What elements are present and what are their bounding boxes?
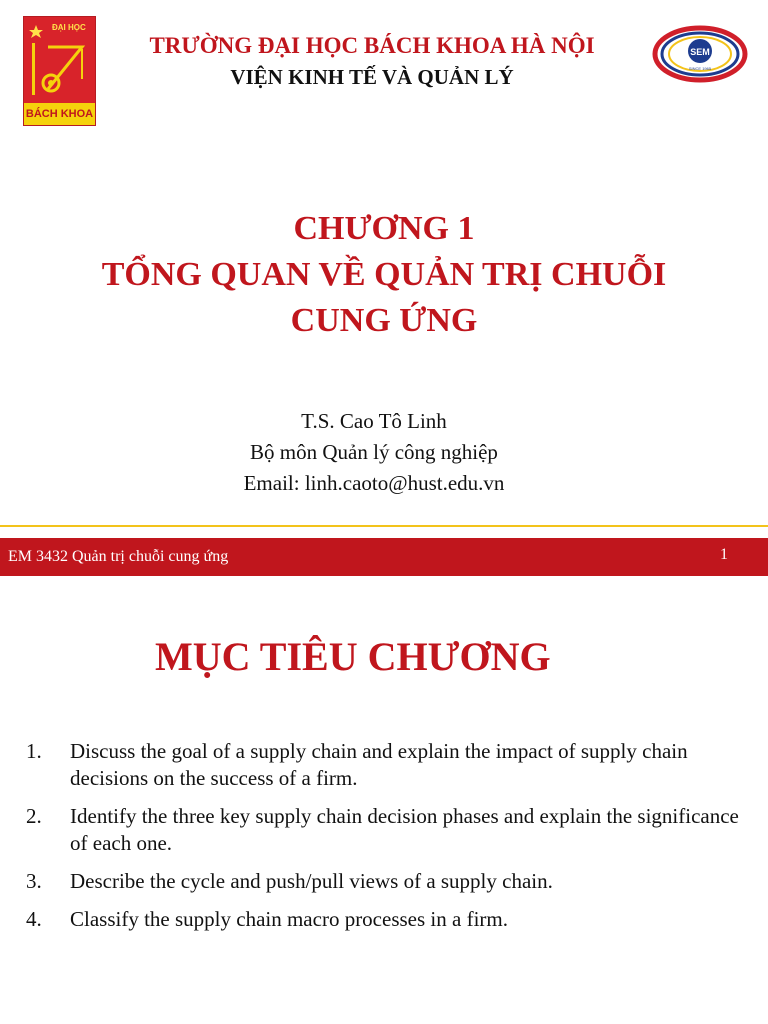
logo-band-text: BÁCH KHOA [24, 103, 95, 125]
chapter-title-line: CUNG ỨNG [290, 302, 478, 339]
logo-top-text: ĐẠI HỌC [52, 23, 86, 32]
school-name: TRƯỜNG ĐẠI HỌC BÁCH KHOA HÀ NỘI [149, 33, 595, 58]
author-department: Bộ môn Quản lý công nghiệp [250, 440, 498, 464]
list-item [26, 738, 746, 792]
page-number: 1 [720, 546, 728, 563]
hust-logo [23, 16, 96, 126]
item-number: 3. [26, 869, 42, 893]
objectives-title: MỤC TIÊU CHƯƠNG [155, 634, 551, 679]
chapter-title-line: TỔNG QUAN VỀ QUẢN TRỊ CHUỖI [101, 256, 667, 293]
list-item [26, 868, 746, 895]
footer-bar [0, 538, 768, 576]
course-code: EM 3432 Quản trị chuỗi cung ứng [8, 548, 229, 565]
item-text: Classify the supply chain macro processes in a firm. [70, 907, 508, 931]
sem-logo [652, 24, 748, 84]
divider-line [0, 525, 768, 527]
objectives-list [26, 738, 746, 944]
item-number: 4. [26, 907, 42, 931]
item-number: 1. [26, 739, 42, 763]
sem-ring-text: SINCE 1965 [688, 66, 712, 71]
sem-logo-text: SEM [690, 47, 710, 57]
item-text: Identify the three key supply chain decision phases and explain the significance of each one. [70, 804, 739, 855]
item-number: 2. [26, 804, 42, 828]
author-block [0, 406, 748, 499]
author-name: T.S. Cao Tô Linh [301, 409, 447, 433]
author-email[interactable]: Email: linh.caoto@hust.edu.vn [243, 471, 505, 495]
institute-name: VIỆN KINH TẾ VÀ QUẢN LÝ [230, 65, 514, 89]
sem-emblem-icon [652, 24, 748, 84]
item-text: Describe the cycle and push/pull views of a supply chain. [70, 869, 553, 893]
chapter-title [0, 206, 768, 344]
item-text: Discuss the goal of a supply chain and explain the impact of supply chain decisions on the success of a firm. [70, 739, 688, 790]
list-item [26, 803, 746, 857]
chapter-title-line: CHƯƠNG 1 [293, 210, 475, 247]
list-item [26, 906, 746, 933]
